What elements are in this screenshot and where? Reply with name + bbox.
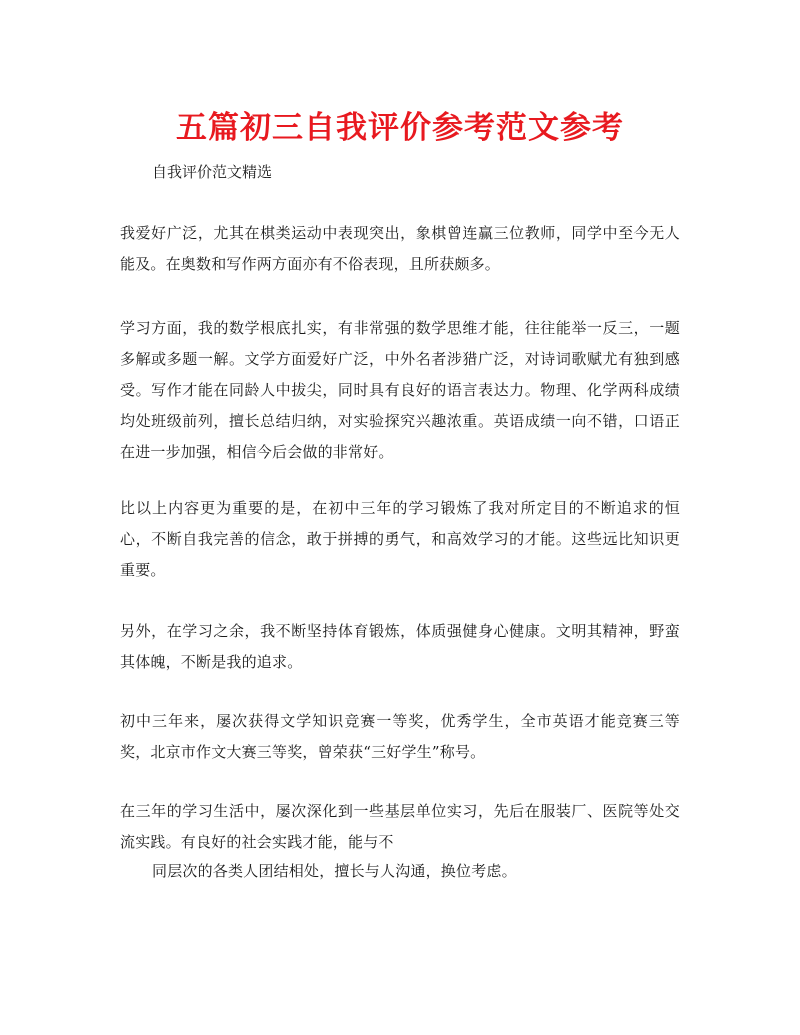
document-subtitle: 自我评价范文精选: [152, 163, 273, 181]
paragraph-study: 学习方面，我的数学根底扎实，有非常强的数学思维才能，往往能举一反三，一题多解或多题一解。文学方面爱好广泛，中外名者涉猎广泛，对诗词歌赋尤有独到感受。写作才能在同龄人中拔尖，同时具有良好的语言表达力。物理、化学两科成绩均处班级前列，擅长总结归纳，对实验探究兴趣浓重。英语成绩一向不错，口语正在进一步加强，相信今后会做的非常好。: [120, 319, 680, 461]
paragraph-exercise: 另外，在学习之余，我不断坚持体育锻炼，体质强健身心健康。文明其精神，野蛮其体魄，不断是我的追求。: [120, 622, 680, 671]
paragraph-awards: 初中三年来，屡次获得文学知识竞赛一等奖，优秀学生，全市英语才能竞赛三等奖，北京市作文大赛三等奖，曾荣获“三好学生”称号。: [120, 712, 680, 761]
paragraph-perseverance: 比以上内容更为重要的是，在初中三年的学习锻炼了我对所定目的不断追求的恒心，不断自我完善的信念，敢于拼搏的勇气，和高效学习的才能。这些远比知识更重要。: [120, 499, 680, 579]
paragraph-hobbies: 我爱好广泛，尤其在棋类运动中表现突出，象棋曾连赢三位教师，同学中至今无人能及。在奥数和写作两方面亦有不俗表现，且所获颇多。: [120, 224, 680, 273]
paragraph-practice: 在三年的学习生活中，屡次深化到一些基层单位实习，先后在服装厂、医院等处交流实践。有良好的社会实践才能，能与不: [120, 802, 680, 851]
paragraph-practice-continued: 同层次的各类人团结相处，擅长与人沟通，换位考虑。: [152, 862, 517, 880]
document-title: 五篇初三自我评价参考范文参考: [176, 110, 624, 146]
